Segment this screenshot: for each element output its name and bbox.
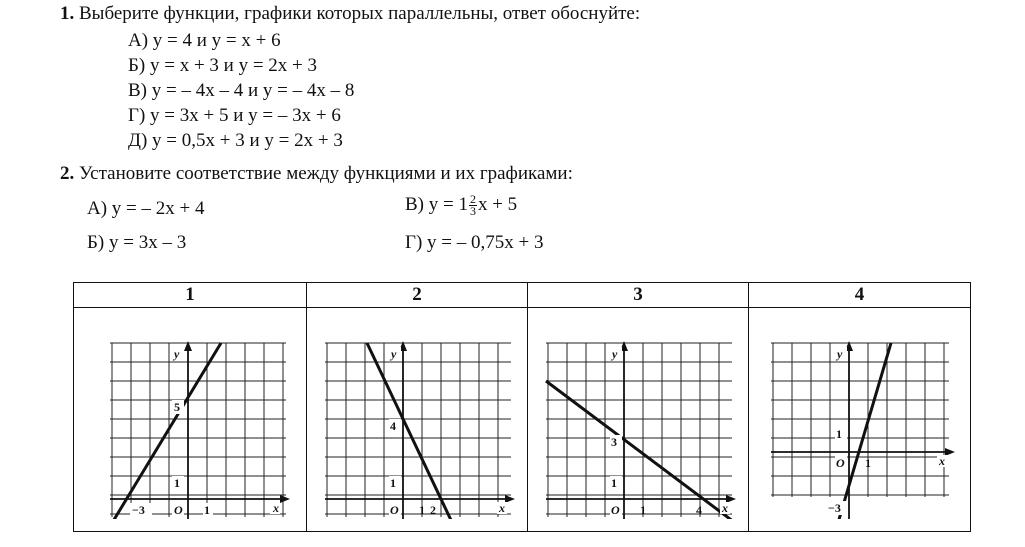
graph-1	[90, 321, 290, 519]
graph-3	[538, 321, 738, 519]
task2-function-v-prefix: В) y = 1	[405, 194, 468, 215]
tick-1-x: 1	[640, 502, 646, 517]
task1-number: 1.	[60, 3, 75, 24]
fraction-denominator: 3	[469, 204, 476, 219]
graph-line	[112, 343, 221, 519]
y-axis-label: y	[391, 346, 397, 361]
tick-1-y: 1	[611, 475, 617, 490]
origin-label: O	[835, 455, 845, 470]
origin-label: O	[611, 502, 620, 517]
x-axis-label: x	[273, 500, 279, 515]
graph-2	[319, 321, 515, 519]
tick-minus3: −3	[132, 502, 145, 517]
tick-1-x: 1	[419, 502, 425, 517]
origin-label: O	[174, 502, 183, 517]
tick-1-y: 1	[390, 475, 396, 490]
graph-cell-4	[749, 308, 971, 532]
task2-function-v	[405, 194, 517, 217]
x-axis-label: x	[499, 500, 505, 515]
tick-3: 3	[611, 434, 617, 449]
tick-1-x: 1	[204, 502, 210, 517]
y-axis-label: y	[612, 346, 618, 361]
y-axis-label: y	[836, 346, 842, 361]
graph-4	[765, 321, 955, 519]
graph-cell-3	[528, 308, 749, 532]
task2-function-b: Б) y = 3x – 3	[87, 232, 187, 253]
tick-minus3: −3	[827, 500, 841, 515]
origin-label: O	[390, 502, 399, 517]
tick-2-x: 2	[430, 502, 436, 517]
task2-question	[60, 163, 573, 185]
graph-header-2: 2	[307, 283, 528, 308]
x-axis-label: x	[938, 453, 945, 468]
graph-header-3: 3	[528, 283, 749, 308]
tick-1-y: 1	[174, 475, 180, 490]
task2-number: 2.	[60, 163, 75, 184]
tick-5: 5	[174, 399, 180, 414]
graphs-table	[73, 282, 971, 532]
task1-option-g: Г) y = 3x + 5 и y = – 3x + 6	[128, 105, 341, 126]
x-arrow-icon	[945, 448, 955, 456]
graph-header-4: 4	[749, 283, 971, 308]
task1-question-text: Выберите функции, графики которых параллельны, ответ обоснуйте:	[79, 3, 641, 24]
fraction	[469, 194, 477, 217]
graph-cell-1	[74, 308, 307, 532]
task1-option-b: Б) y = x + 3 и y = 2x + 3	[128, 55, 318, 76]
graph-header-1: 1	[74, 283, 307, 308]
task2-function-a: А) y = – 2x + 4	[87, 198, 205, 219]
y-axis-label: y	[174, 346, 180, 361]
grid	[110, 343, 286, 517]
tick-1-x: 1	[864, 455, 871, 470]
tick-1-y: 1	[835, 426, 842, 441]
task2-function-g: Г) y = – 0,75x + 3	[405, 232, 544, 253]
task1-option-a: А) y = 4 и y = x + 6	[128, 30, 281, 51]
x-arrow-icon	[280, 495, 290, 503]
task1-option-d: Д) y = 0,5x + 3 и y = 2x + 3	[128, 130, 343, 151]
task1-option-v: В) y = – 4x – 4 и y = – 4x – 8	[128, 80, 355, 101]
task1-question	[60, 3, 640, 25]
tick-4-x: 4	[696, 502, 702, 517]
graph-line	[367, 343, 459, 519]
graph-cell-2	[307, 308, 528, 532]
task2-question-text: Установите соответствие между функциями и их графиками:	[79, 163, 573, 184]
x-arrow-icon	[505, 495, 515, 503]
x-axis-label: x	[722, 500, 728, 515]
fraction-numerator: 2	[469, 192, 476, 207]
task2-function-v-suffix: x + 5	[477, 194, 518, 215]
tick-4: 4	[390, 418, 396, 433]
